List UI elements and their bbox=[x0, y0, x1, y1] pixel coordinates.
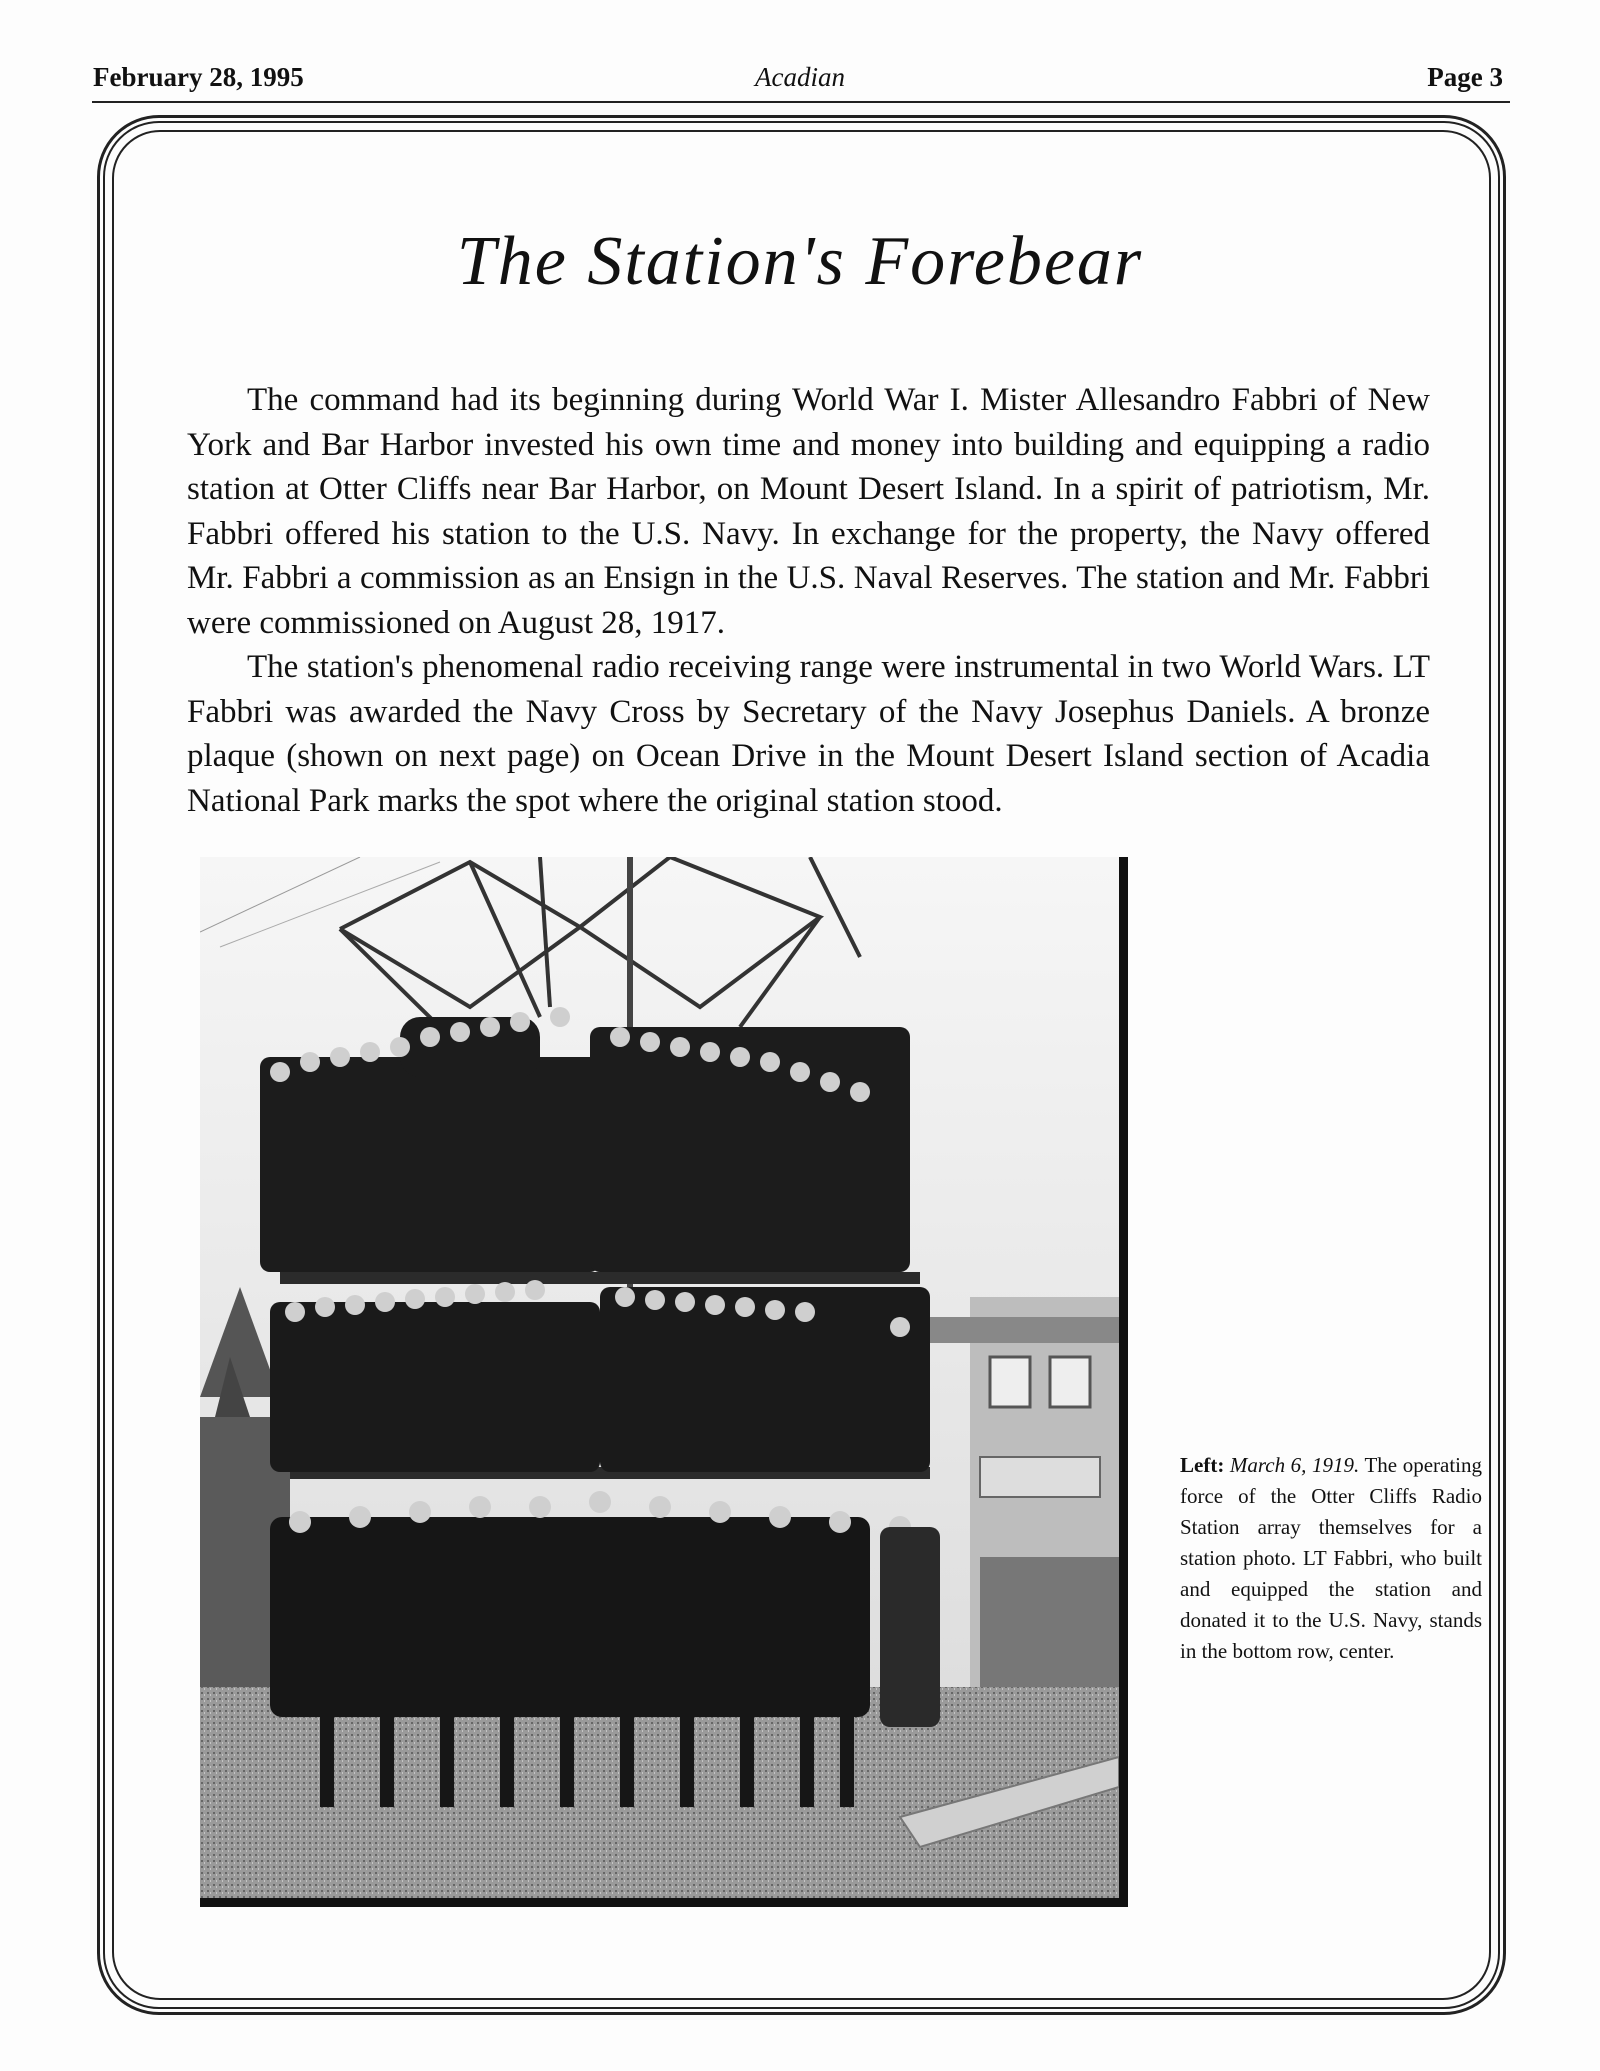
article-title: The Station's Forebear bbox=[456, 223, 1144, 300]
caption-label: Left: bbox=[1180, 1453, 1225, 1477]
station-crew-photo bbox=[200, 857, 1128, 1907]
header-date: February 28, 1995 bbox=[93, 62, 304, 92]
caption-text: The operating force of the Otter Cliffs Radio Station array themselves for a station photo. LT Fabbri, who built and equipped the station and donated it to the U.S. Navy, stands in the bottom row, center. bbox=[1180, 1453, 1482, 1663]
caption-date: March 6, 1919. bbox=[1229, 1453, 1360, 1477]
article-paragraph: The station's phenomenal radio receiving range were instrumental in two World Wars. LT Fabbri was awarded the Navy Cross by Secretary of the Navy Josephus Daniels. A bronze plaque (shown on next page) on Ocean Drive in the Mount Desert Island section of Acadia National Park marks the spot where the original station stood. bbox=[187, 649, 1430, 819]
article-body bbox=[187, 378, 1430, 823]
photo-illustration bbox=[200, 857, 1119, 1898]
photo-caption bbox=[1180, 1450, 1482, 1667]
article-paragraph: The command had its beginning during World War I. Mister Allesandro Fabbri of New York and Bar Harbor invested his own time and money into building and equipping a radio station at Otter Cliffs near Bar Harbor, on Mount Desert Island. In a spirit of patriotism, Mr. Fabbri offered his station to the U.S. Navy. In exchange for the property, the Navy offered Mr. Fabbri a commission as an Ensign in the U.S. Naval Reserves. The station and Mr. Fabbri were commissioned on August 28, 1917. bbox=[187, 382, 1430, 641]
header-publication: Acadian bbox=[755, 62, 845, 92]
header-rule bbox=[92, 101, 1510, 103]
header-page-number: Page 3 bbox=[1427, 62, 1503, 92]
